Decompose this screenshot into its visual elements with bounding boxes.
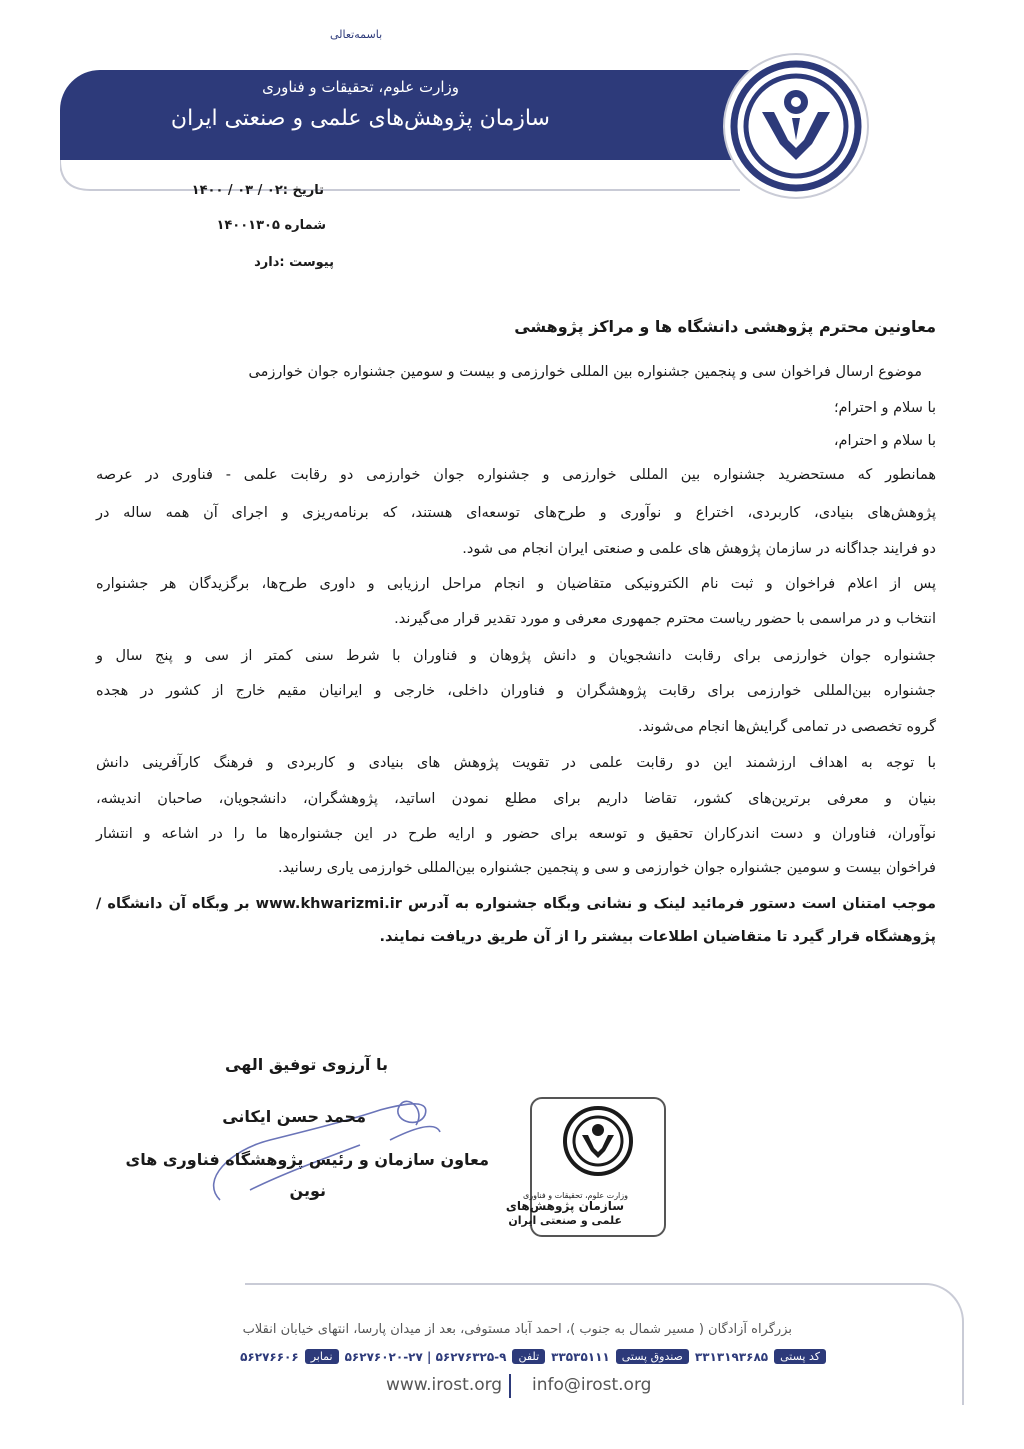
body-line: نوآوران، فناوران و دست اندرکاران تحقیق و توسعه برای حضور و ارایه طرح در این جشنواره‌ها ما را در اشاعه و انتشار xyxy=(96,826,936,842)
greeting-line: با سلام و احترام، xyxy=(833,433,936,449)
body-line: انتخاب و در مراسمی با حضور ریاست محترم جمهوری معرفی و مورد تقدیر قرار می‌گیرند. xyxy=(394,611,936,627)
letter-number: شماره ۱۴۰۰۱۳۰۵ xyxy=(216,218,326,233)
signer-name: محمد حسن ایکانی xyxy=(222,1107,366,1126)
email-link[interactable]: info@irost.org xyxy=(532,1375,652,1395)
header-curve xyxy=(60,160,740,200)
phone-value: ۵۶۲۷۶۳۲۵-۹ | ۵۶۲۷۶۰۲۰-۲۷ xyxy=(344,1349,507,1364)
postal-code-label: کد پستی xyxy=(774,1349,826,1364)
stamp-logo-icon xyxy=(562,1105,634,1177)
body-line: دو فرایند جداگانه در سازمان پژوهش های علمی و صنعتی ایران انجام می شود. xyxy=(462,541,936,557)
closing-phrase: با آرزوی توفیق الهی xyxy=(225,1055,388,1074)
body-line: پس از اعلام فراخوان و ثبت نام الکترونیکی متقاضیان و انجام مراحل ارزیابی و داوری طرح‌ها، برگزیدگان هر جشنواره xyxy=(96,576,936,592)
fax-value: ۵۶۲۷۶۶۰۶ xyxy=(240,1349,299,1364)
footer-address: بزرگراه آزادگان ( مسیر شمال به جنوب )، احمد آباد مستوفی، بعد از میدان پارسا، انتهای خیابان انقلاب xyxy=(242,1322,792,1337)
letter-recipient: معاونین محترم پژوهشی دانشگاه ها و مراکز پژوهشی xyxy=(514,317,936,336)
irost-logo-icon xyxy=(722,52,870,200)
phone-label: تلفن xyxy=(512,1349,545,1364)
postal-code-value: ۳۳۱۳۱۹۳۶۸۵ xyxy=(694,1349,769,1364)
signer-title: معاون سازمان و رئیس پژوهشگاه فناوری های xyxy=(125,1150,489,1169)
body-line: پژوهش‌های بنیادی، کاربردی، اختراع و نوآوری و طرح‌های توسعه‌ای هستند، که برنامه‌ریزی و اجرای آن همه ساله در xyxy=(96,505,936,521)
body-line: با توجه به اهداف ارزشمند این دو رقابت علمی در تقویت پژوهش های بنیادی و کاربردی و فرهنگ کارآفرینی دانش xyxy=(96,755,936,771)
body-line: پژوهشگاه قرار گیرد تا متقاضیان اطلاعات بیشتر را از آن طریق دریافت نمایند. xyxy=(379,929,936,945)
greeting-line: با سلام و احترام؛ xyxy=(833,400,936,416)
letter-date: تاریخ :۰۲ / ۰۳ / ۱۴۰۰ xyxy=(191,183,324,198)
body-line: جشنواره بین‌المللی خوارزمی برای رقابت پژوهشگران و فناوران داخلی، خارجی و ایرانیان مقیم خارج از کشور در هجده xyxy=(96,683,936,699)
body-line: فراخوان بیست و سومین جشنواره جوان خوارزمی و سی و پنجمین جشنواره بین‌المللی خوارزمی یاری رسانید. xyxy=(277,860,936,876)
stamp-org: علمی و صنعتی ایران xyxy=(508,1214,622,1227)
organization-name: سازمان پژوهش‌های علمی و صنعتی ایران xyxy=(170,106,550,131)
letter-attachment: پیوست :دارد xyxy=(254,255,334,270)
stamp-org: سازمان پژوهش‌های xyxy=(505,1199,624,1213)
body-line: بنیان و معرفی برترین‌های کشور، تقاضا داریم برای مطلع نمودن اساتید، پژوهشگران، دانشجویان، صاحبان اندیشه، xyxy=(96,791,936,807)
letter-subject: موضوع ارسال فراخوان سی و پنجمین جشنواره بین المللی خوارزمی و بیست و سومین جشنواره جوان خوارزمی xyxy=(248,364,922,380)
body-line: موجب امتنان است دستور فرمائید لینک و نشانی وبگاه جشنواره به آدرس www.khwarizmi.ir بر وبگاه آن دانشگاه / xyxy=(96,896,936,912)
body-line: جشنواره جوان خوارزمی برای رقابت دانشجویان و دانش پژوهان و فناوران با شرط سنی کمتر از سی و پنج سال و xyxy=(96,648,936,664)
ministry-name: وزارت علوم، تحقیقات و فناوری xyxy=(262,78,459,96)
bismillah-text: باسمه‌تعالی xyxy=(330,28,383,41)
body-line: گروه تخصصی در تمامی گرایش‌ها انجام می‌شوند. xyxy=(637,719,936,735)
footer-divider xyxy=(509,1374,511,1398)
po-box-label: صندوق پستی xyxy=(616,1349,689,1364)
body-line: همانطور که مستحضرید جشنواره بین المللی خوارزمی و جشنواره جوان خوارزمی دو رقابت علمی - فناوری در عرصه xyxy=(96,467,936,483)
fax-label: نمابر xyxy=(305,1349,339,1364)
website-link[interactable]: www.irost.org xyxy=(386,1375,503,1395)
signer-title: نوین xyxy=(289,1181,326,1200)
po-box-value: ۳۳۵۳۵۱۱۱ xyxy=(551,1349,610,1364)
stamp-ministry: وزارت علوم، تحقیقات و فناوری xyxy=(523,1191,628,1200)
footer-contacts xyxy=(240,1349,826,1364)
